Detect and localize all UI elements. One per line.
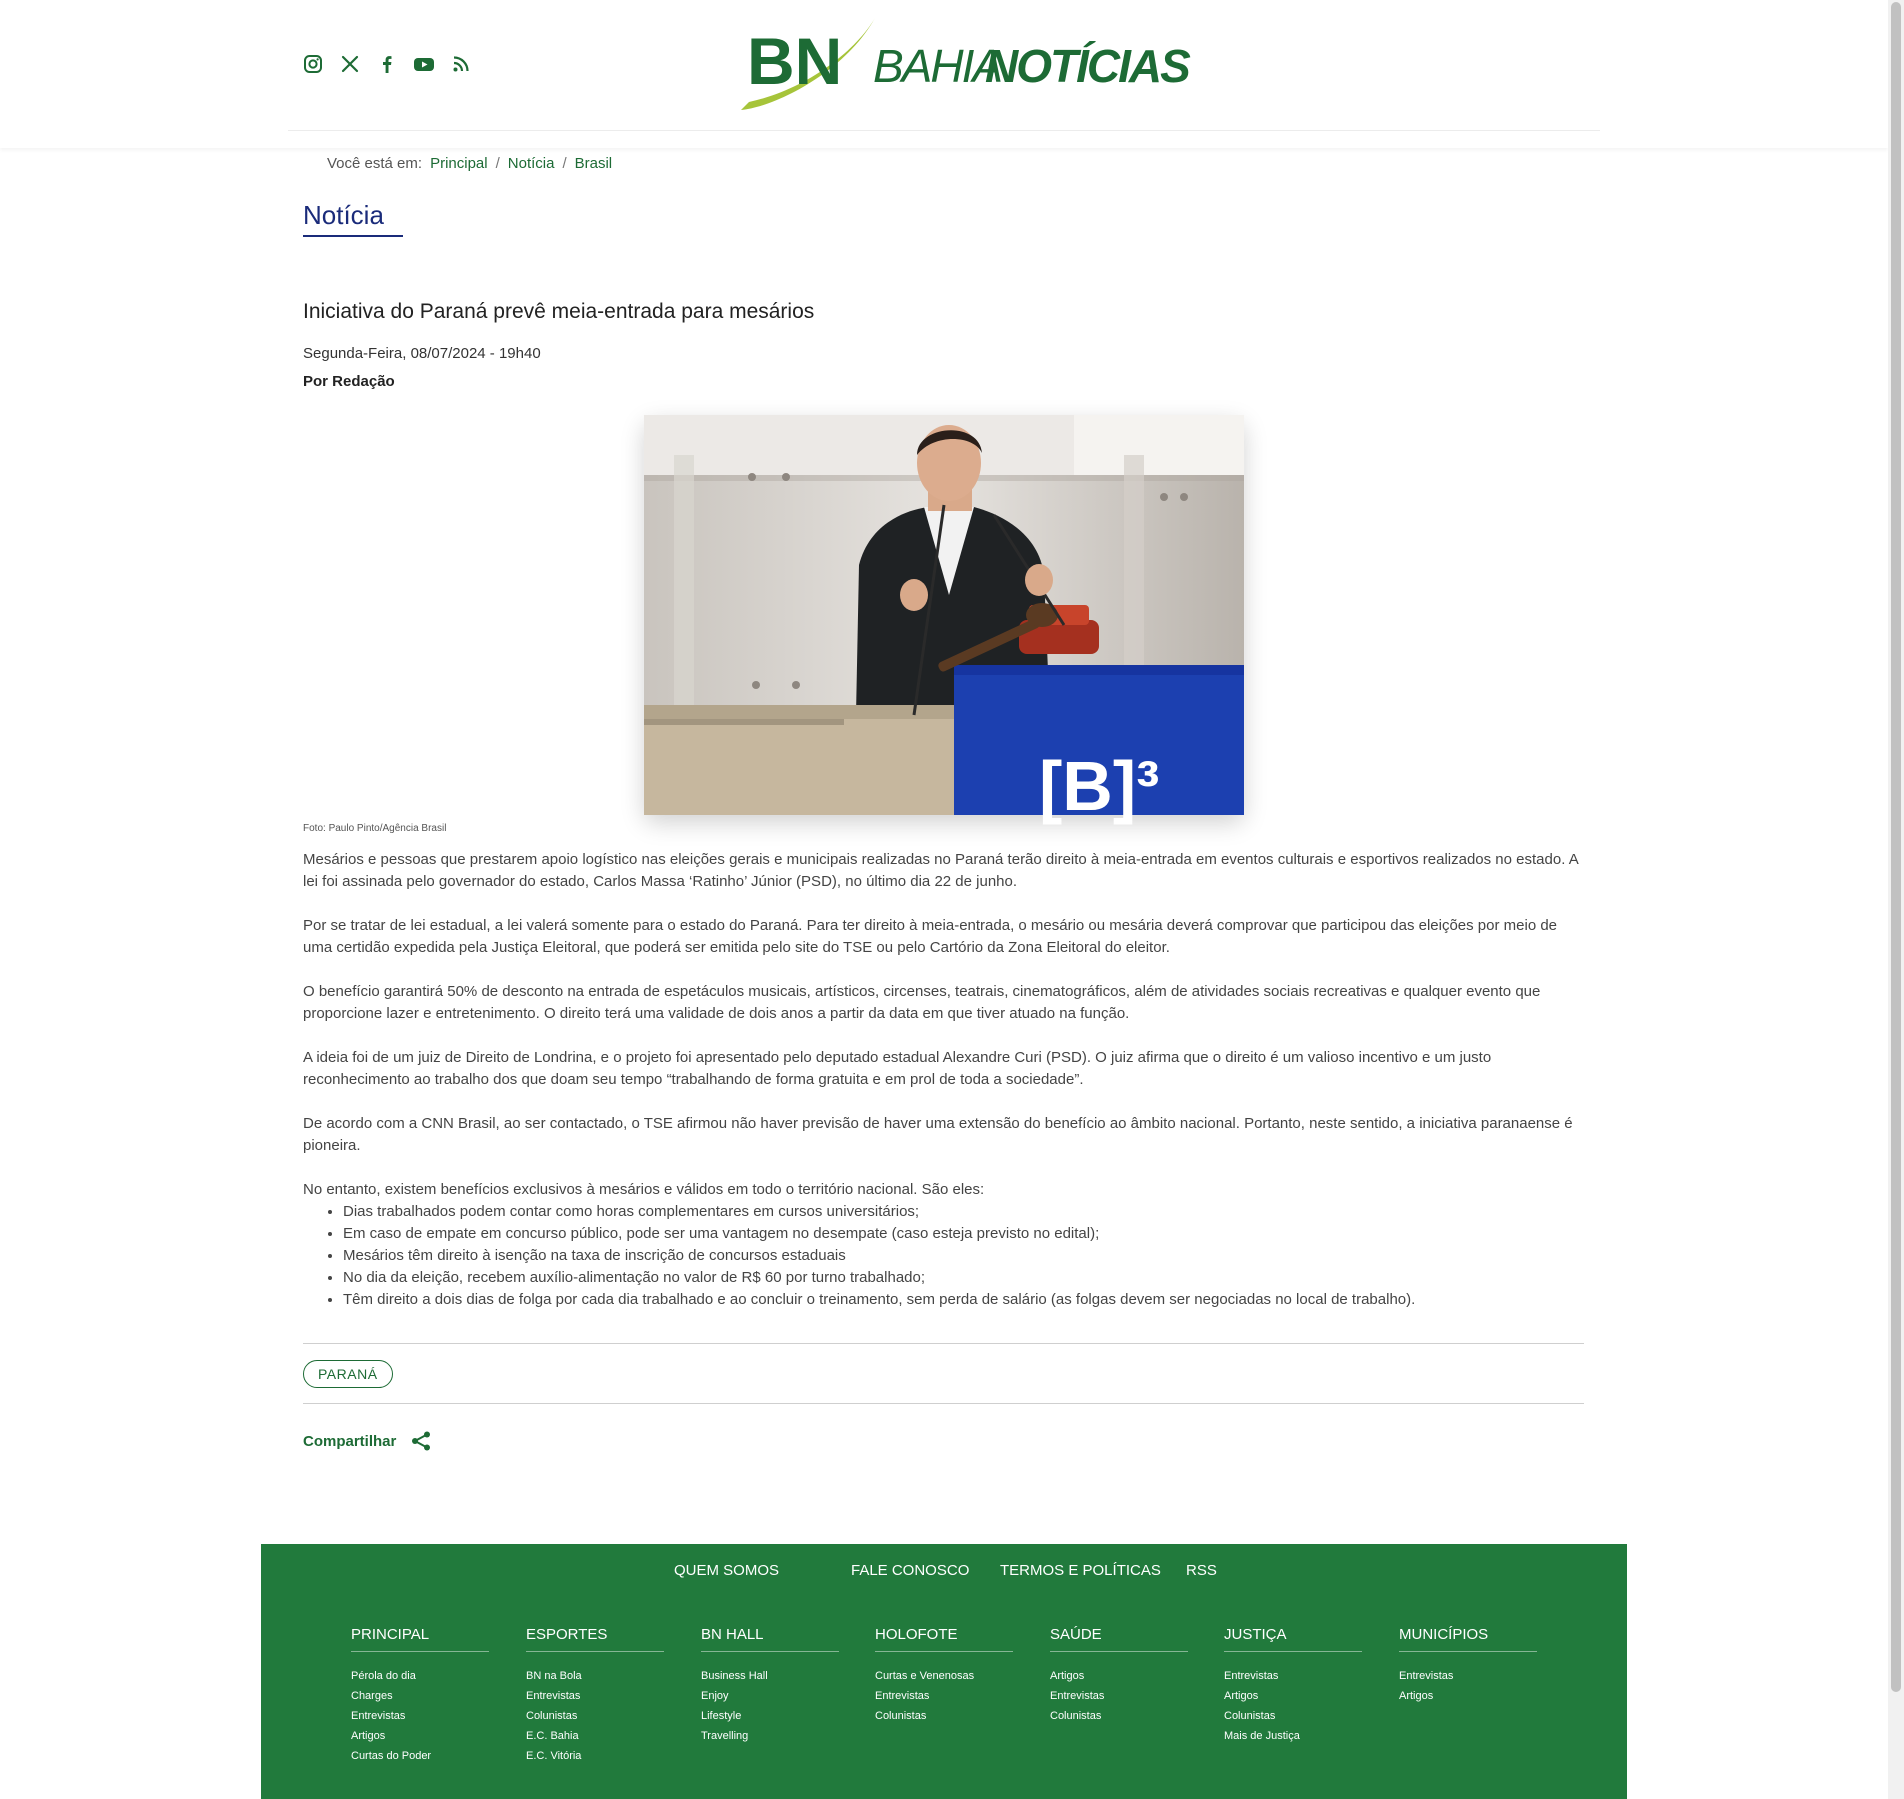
logo-mark: BN bbox=[747, 24, 843, 98]
footer-link[interactable]: Entrevistas bbox=[526, 1690, 581, 1702]
article-date: Segunda-Feira, 08/07/2024 - 19h40 bbox=[303, 345, 541, 362]
footer-column-justica bbox=[1224, 1626, 1362, 1746]
list-item: • Dias trabalhados podem contar como horas complementares em cursos universitários; bbox=[343, 1201, 1585, 1223]
article-title: Iniciativa do Paraná prevê meia-entrada para mesários bbox=[303, 300, 815, 323]
footer-column-municipios bbox=[1399, 1626, 1537, 1706]
footer-column-title[interactable]: ESPORTES bbox=[526, 1626, 664, 1652]
footer-column-title[interactable]: MUNICÍPIOS bbox=[1399, 1626, 1537, 1652]
footer-link[interactable]: Entrevistas bbox=[351, 1710, 406, 1722]
footer-link[interactable]: BN na Bola bbox=[526, 1670, 582, 1682]
section-title: Notícia bbox=[303, 200, 403, 237]
share-icon bbox=[410, 1430, 432, 1452]
breadcrumb-prefix: Você está em: bbox=[327, 155, 423, 172]
footer-link[interactable]: Lifestyle bbox=[701, 1710, 742, 1722]
footer-link[interactable]: Colunistas bbox=[875, 1710, 927, 1722]
footer-link[interactable]: Artigos bbox=[1224, 1690, 1259, 1702]
footer-column-bn-hall bbox=[701, 1626, 839, 1746]
footer-link[interactable]: Artigos bbox=[1050, 1670, 1085, 1682]
bahia-noticias-logo[interactable] bbox=[735, 12, 1189, 118]
breadcrumb-separator: / bbox=[495, 155, 500, 172]
footer-column-title[interactable]: PRINCIPAL bbox=[351, 1626, 489, 1652]
share-button[interactable] bbox=[303, 1430, 432, 1452]
instagram-icon[interactable] bbox=[302, 53, 324, 75]
list-item: • Em caso de empate em concurso público, pode ser uma vantagem no desempate (caso esteja previsto no edital); bbox=[343, 1223, 1585, 1245]
facebook-icon[interactable] bbox=[376, 53, 398, 75]
article-paragraph: A ideia foi de um juiz de Direito de Londrina, e o projeto foi apresentado pelo deputado estadual Alexandre Curi (PSD). O juiz afirma que o direito é um valioso incentivo e um justo reconhecimento ao trabalho dos que doam seu tempo “trabalhando de forma gratuita e em prol de toda a sociedade”. bbox=[303, 1049, 1492, 1088]
footer-link-rss[interactable]: RSS bbox=[1186, 1562, 1217, 1579]
footer-link[interactable]: Travelling bbox=[701, 1730, 749, 1742]
article-paragraph: O benefício garantirá 50% de desconto na entrada de espetáculos musicais, artísticos, circenses, teatrais, cinematográficos, além de atividades sociais recreativas e qualquer evento que proporcione lazer e entretenimento. O direito terá uma validade de dois anos a partir da data em que tiver atuado na função. bbox=[303, 983, 1541, 1022]
x-icon[interactable] bbox=[339, 53, 361, 75]
scrollbar-thumb[interactable] bbox=[1891, 2, 1901, 1692]
footer-link[interactable]: Enjoy bbox=[701, 1690, 729, 1702]
breadcrumb-separator: / bbox=[562, 155, 567, 172]
footer-link-quem-somos[interactable]: QUEM SOMOS bbox=[674, 1562, 780, 1579]
divider bbox=[303, 1343, 1584, 1344]
footer-link[interactable]: Artigos bbox=[351, 1730, 386, 1742]
breadcrumb-brasil[interactable]: Brasil bbox=[574, 155, 613, 172]
share-label: Compartilhar bbox=[303, 1432, 397, 1450]
footer-link[interactable]: Mais de Justiça bbox=[1224, 1730, 1300, 1742]
benefits-list bbox=[303, 1201, 1585, 1311]
breadcrumb bbox=[327, 155, 612, 172]
footer-link[interactable]: Artigos bbox=[1399, 1690, 1434, 1702]
footer-link-termos[interactable]: TERMOS E POLÍTICAS bbox=[1000, 1562, 1161, 1579]
footer-column-title[interactable]: JUSTIÇA bbox=[1224, 1626, 1362, 1652]
footer-link[interactable]: Business Hall bbox=[701, 1670, 768, 1682]
breadcrumb-principal[interactable]: Principal bbox=[430, 155, 488, 172]
header-divider bbox=[288, 130, 1600, 131]
footer-link[interactable]: Colunistas bbox=[526, 1710, 578, 1722]
footer-link[interactable]: E.C. Vitória bbox=[526, 1750, 582, 1762]
logo-word-bahia: BAHIA bbox=[873, 40, 1002, 92]
list-item: • No dia da eleição, recebem auxílio-alimentação no valor de R$ 60 por turno trabalhado; bbox=[343, 1267, 1585, 1289]
footer-link[interactable]: Entrevistas bbox=[1224, 1670, 1279, 1682]
article-paragraph: Por se tratar de lei estadual, a lei valerá somente para o estado do Paraná. Para ter direito à meia-entrada, o mesário ou mesária deverá comprovar que participou das eleições por meio de uma certidão expedida pela Justiça Eleitoral, que poderá ser emitida pelo site do TSE ou pelo Cartório da Zona Eleitoral do eleitor. bbox=[303, 917, 1558, 956]
article-list-intro: No entanto, existem benefícios exclusivos à mesários e válidos em todo o território nacional. São eles: bbox=[303, 1181, 985, 1198]
footer-link[interactable]: Entrevistas bbox=[1050, 1690, 1105, 1702]
footer-column-saude bbox=[1050, 1626, 1188, 1726]
list-item: • Mesários têm direito à isenção na taxa de inscrição de concursos estaduais bbox=[343, 1245, 1585, 1267]
footer-link[interactable]: Colunistas bbox=[1050, 1710, 1102, 1722]
footer-link[interactable]: Curtas e Venenosas bbox=[875, 1670, 975, 1682]
logo-word-noticias: NOTÍCIAS bbox=[985, 40, 1189, 92]
list-item: • Têm direito a dois dias de folga por cada dia trabalhado e ao concluir o treinamento, sem perda de salário (as folgas devem ser negociadas no local de trabalho). bbox=[343, 1289, 1585, 1311]
photo-caption: Foto: Paulo Pinto/Agência Brasil bbox=[303, 823, 447, 834]
tag-parana[interactable]: PARANÁ bbox=[303, 1360, 393, 1388]
footer-column-title[interactable]: SAÚDE bbox=[1050, 1626, 1188, 1652]
footer-link[interactable]: E.C. Bahia bbox=[526, 1730, 579, 1742]
article-photo bbox=[644, 415, 1244, 825]
footer-column-title[interactable]: BN HALL bbox=[701, 1626, 839, 1652]
footer-link-fale-conosco[interactable]: FALE CONOSCO bbox=[851, 1562, 970, 1579]
article-paragraph: De acordo com a CNN Brasil, ao ser contactado, o TSE afirmou não haver previsão de haver uma extensão do benefício ao âmbito nacional. Portanto, neste sentido, a iniciativa paranaense é pioneira. bbox=[303, 1115, 1573, 1154]
article-author: Por Redação bbox=[303, 373, 395, 390]
divider bbox=[303, 1403, 1584, 1404]
footer-link[interactable]: Colunistas bbox=[1224, 1710, 1276, 1722]
footer-link[interactable]: Charges bbox=[351, 1690, 393, 1702]
footer-link[interactable]: Entrevistas bbox=[1399, 1670, 1454, 1682]
footer-link[interactable]: Entrevistas bbox=[875, 1690, 930, 1702]
footer-link[interactable]: Curtas do Poder bbox=[351, 1750, 432, 1762]
footer-column-principal bbox=[351, 1626, 489, 1766]
footer-column-esportes bbox=[526, 1626, 664, 1766]
footer-column-holofote bbox=[875, 1626, 1013, 1726]
article-paragraph: Mesários e pessoas que prestarem apoio logístico nas eleições gerais e municipais realizadas no Paraná terão direito à meia-entrada em eventos culturais e esportivos realizados no estado. A lei foi assinada pelo governador do estado, Carlos Massa ‘Ratinho’ Júnior (PSD), no último dia 22 de junho. bbox=[303, 851, 1578, 890]
breadcrumb-noticia[interactable]: Notícia bbox=[507, 155, 555, 172]
rss-icon[interactable] bbox=[450, 53, 472, 75]
article-body bbox=[303, 849, 1585, 1311]
social-links bbox=[302, 53, 472, 75]
site-footer bbox=[261, 1544, 1627, 1799]
photo-podium-logo: [B]³ bbox=[1039, 747, 1160, 825]
site-header bbox=[0, 0, 1888, 148]
footer-link[interactable]: Pérola do dia bbox=[351, 1670, 416, 1682]
footer-column-title[interactable]: HOLOFOTE bbox=[875, 1626, 1013, 1652]
vertical-scrollbar[interactable] bbox=[1888, 0, 1904, 1799]
youtube-icon[interactable] bbox=[413, 53, 435, 75]
